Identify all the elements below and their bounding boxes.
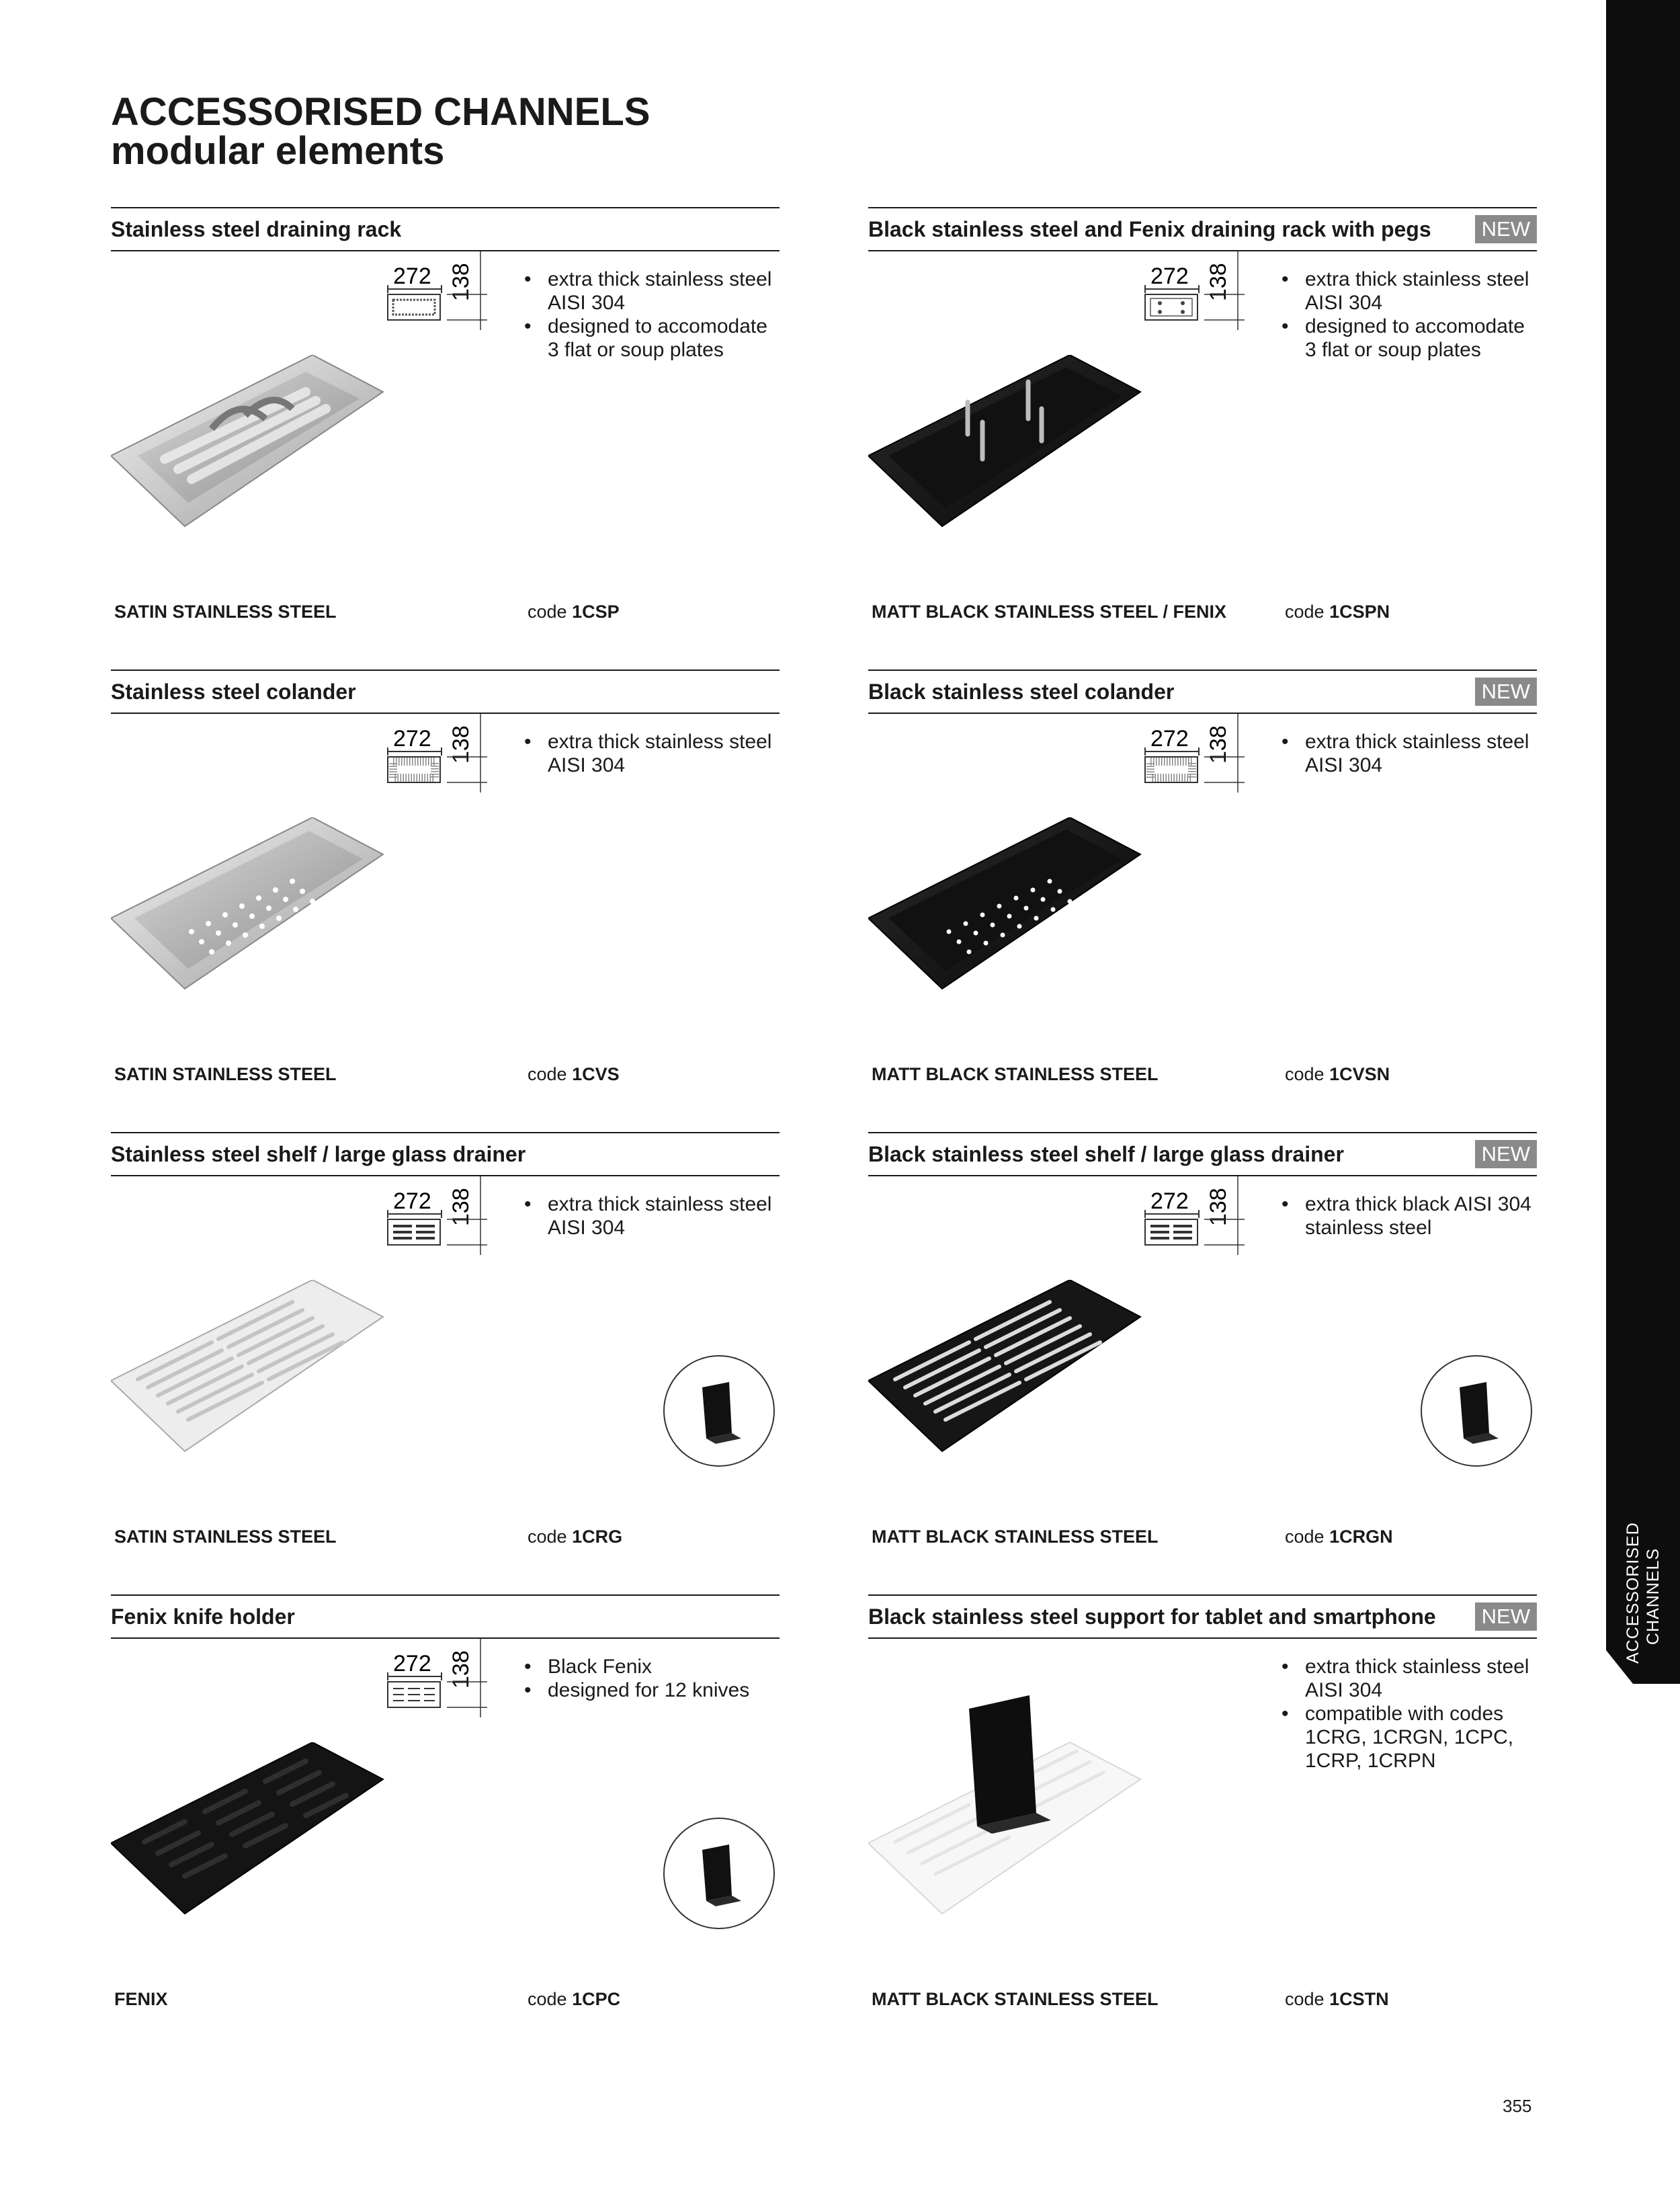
product-title: Black stainless steel colander: [868, 680, 1175, 704]
dimension-diagram: [1144, 1171, 1258, 1278]
dim-width: 272: [393, 726, 431, 752]
card-rule-top: [111, 1594, 780, 1596]
finish-label: MATT BLACK STAINLESS STEEL: [872, 1989, 1159, 2009]
card-rule-top: [868, 207, 1537, 208]
product-code: code 1CVS: [528, 1064, 620, 1084]
new-badge: NEW: [1475, 215, 1537, 243]
card-rule-top: [111, 669, 780, 671]
finish-label: SATIN STAINLESS STEEL: [114, 1527, 337, 1547]
product-card-1cspn: [868, 207, 1537, 669]
page-title: [111, 90, 650, 173]
side-tab-line1: ACCESSORISED: [1624, 1522, 1642, 1664]
feature-list: [1278, 730, 1540, 777]
side-section-tab: [1606, 0, 1680, 1684]
feature-item: • extra thick stainless steel AISI 304: [1278, 730, 1540, 777]
dim-width: 272: [1150, 726, 1189, 752]
product-image-knife-holder: [111, 1742, 393, 1924]
dim-height: 138: [448, 1188, 474, 1226]
tablet-support-accessory-icon: [662, 1354, 776, 1468]
new-badge: NEW: [1475, 1140, 1537, 1168]
feature-item: • compatible with codes 1CRG, 1CRGN, 1CPC, 1CRP, 1CRPN: [1278, 1702, 1540, 1773]
feature-item: • extra thick stainless steel AISI 304: [1278, 1655, 1540, 1702]
card-rule-bottom: [868, 1637, 1537, 1639]
product-card-1crg: [111, 1132, 780, 1594]
product-image-black-colander: [868, 817, 1150, 999]
feature-item: • designed for 12 knives: [521, 1678, 783, 1702]
finish-label: SATIN STAINLESS STEEL: [114, 1064, 337, 1084]
product-code: code 1CRG: [528, 1527, 623, 1547]
dim-width: 272: [393, 1188, 431, 1214]
product-code: code 1CSP: [528, 602, 620, 622]
feature-list: [1278, 1655, 1540, 1773]
finish-label: MATT BLACK STAINLESS STEEL: [872, 1064, 1159, 1084]
dim-height: 138: [448, 725, 474, 764]
dim-height: 138: [448, 1650, 474, 1689]
feature-item: • Black Fenix: [521, 1655, 783, 1678]
feature-list: [521, 268, 783, 362]
dimension-diagram: [386, 246, 501, 354]
product-code: code 1CVSN: [1285, 1064, 1390, 1084]
tablet-support-accessory-icon: [1419, 1354, 1534, 1468]
product-title: Stainless steel shelf / large glass drainer: [111, 1142, 526, 1166]
product-image-colander: [111, 817, 393, 999]
dim-height: 138: [448, 263, 474, 301]
dim-width: 272: [393, 263, 431, 289]
page-title-line2: modular elements: [111, 129, 445, 173]
product-code: code 1CSPN: [1285, 602, 1390, 622]
dim-width: 272: [1150, 263, 1189, 289]
product-title: Stainless steel colander: [111, 680, 356, 704]
feature-item: • designed to accomodate 3 flat or soup plates: [521, 315, 783, 362]
page-title-line1: ACCESSORISED CHANNELS: [111, 90, 650, 134]
dim-height: 138: [1206, 1188, 1231, 1226]
product-image-tablet-support: [868, 1682, 1150, 1924]
dimension-diagram: [386, 1171, 501, 1278]
card-rule-top: [868, 1132, 1537, 1133]
finish-label: FENIX: [114, 1989, 168, 2009]
product-title: Stainless steel draining rack: [111, 217, 402, 241]
product-image-shelf: [111, 1280, 393, 1461]
feature-list: [1278, 1192, 1540, 1240]
dim-height: 138: [1206, 263, 1231, 301]
feature-list: [521, 1655, 783, 1702]
dimension-diagram: [1144, 246, 1258, 354]
feature-item: • extra thick stainless steel AISI 304: [1278, 268, 1540, 315]
product-card-1cvs: [111, 669, 780, 1132]
side-tab-label: [1613, 1522, 1673, 1664]
product-image-draining-rack: [111, 355, 393, 536]
card-rule-top: [868, 1594, 1537, 1596]
feature-item: • extra thick stainless steel AISI 304: [521, 730, 783, 777]
product-title: Black stainless steel and Fenix draining rack with pegs: [868, 217, 1431, 241]
new-badge: NEW: [1475, 1602, 1537, 1631]
card-rule-top: [111, 1132, 780, 1133]
tablet-support-accessory-icon: [662, 1816, 776, 1931]
finish-label: MATT BLACK STAINLESS STEEL: [872, 1527, 1159, 1547]
feature-item: • designed to accomodate 3 flat or soup plates: [1278, 315, 1540, 362]
feature-item: • extra thick black AISI 304 stainless steel: [1278, 1192, 1540, 1240]
product-title: Black stainless steel support for tablet and smartphone: [868, 1605, 1436, 1629]
card-rule-top: [111, 207, 780, 208]
side-tab-line2: CHANNELS: [1644, 1547, 1663, 1646]
product-card-1csp: [111, 207, 780, 669]
product-code: code 1CRGN: [1285, 1527, 1393, 1547]
finish-label: MATT BLACK STAINLESS STEEL / FENIX: [872, 602, 1227, 622]
product-card-1cvsn: [868, 669, 1537, 1132]
feature-item: • extra thick stainless steel AISI 304: [521, 1192, 783, 1240]
product-card-1crgn: [868, 1132, 1537, 1594]
dim-width: 272: [1150, 1188, 1189, 1214]
dim-height: 138: [1206, 725, 1231, 764]
product-card-1cpc: [111, 1594, 780, 2057]
dimension-diagram: [1144, 708, 1258, 816]
product-title: Black stainless steel shelf / large glass drainer: [868, 1142, 1344, 1166]
page-number: 355: [1503, 2096, 1532, 2116]
feature-item: • extra thick stainless steel AISI 304: [521, 268, 783, 315]
feature-list: [521, 730, 783, 777]
dimension-diagram: [386, 708, 501, 816]
finish-label: SATIN STAINLESS STEEL: [114, 602, 337, 622]
new-badge: NEW: [1475, 678, 1537, 706]
feature-list: [521, 1192, 783, 1240]
product-code: code 1CPC: [528, 1989, 621, 2009]
product-card-1cstn: [868, 1594, 1537, 2057]
feature-list: [1278, 268, 1540, 362]
card-rule-top: [868, 669, 1537, 671]
product-image-black-shelf: [868, 1280, 1150, 1461]
product-title: Fenix knife holder: [111, 1605, 295, 1629]
dim-width: 272: [393, 1651, 431, 1676]
dimension-diagram: [386, 1633, 501, 1741]
product-code: code 1CSTN: [1285, 1989, 1389, 2009]
product-image-black-draining-rack: [868, 355, 1150, 536]
